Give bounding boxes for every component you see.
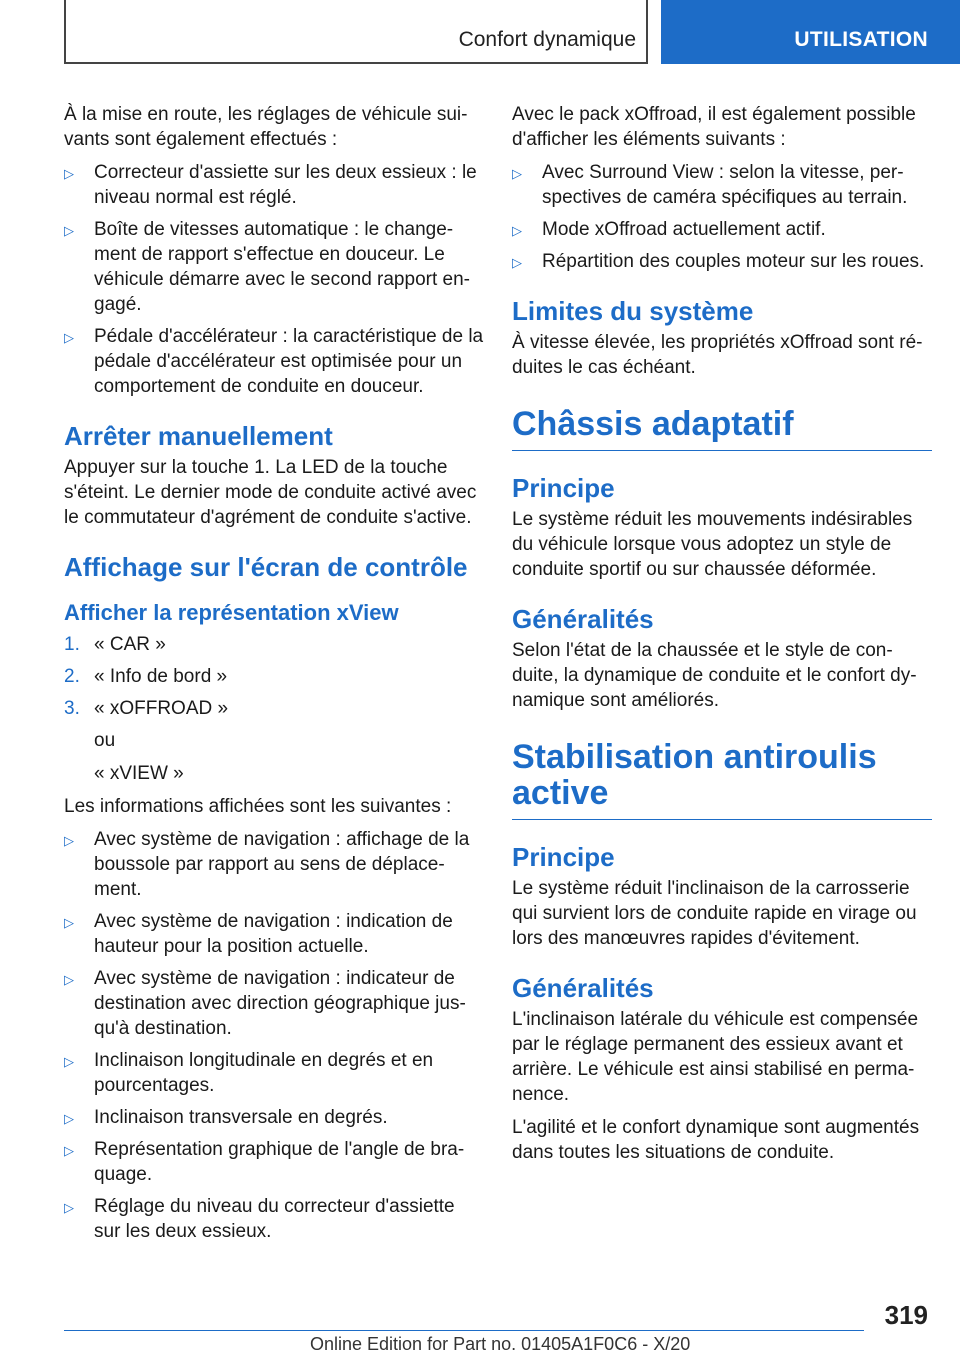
info-intro: Les informations affichées sont les suivantes : bbox=[64, 796, 452, 817]
limits-paragraph: À vitesse élevée, les propriétés xOffroad sont ré-duites le cas échéant. bbox=[512, 332, 923, 378]
alt-step: « xVIEW » bbox=[94, 763, 184, 784]
heading-adaptive-chassis: Châssis adaptatif bbox=[512, 406, 932, 451]
roll-general-paragraph-2: L'agilité et le confort dynamique sont augmentés dans toutes les situations de conduite. bbox=[512, 1117, 920, 1163]
right-column bbox=[512, 102, 932, 1173]
list-item: ▷ Boîte de vitesses automatique : le change-ment de rapport s'effectue en douceur. Le véhicule démarre avec le second rapport en-gagé. bbox=[64, 219, 470, 315]
list-item: ▷ Inclinaison transversale en degrés. bbox=[64, 1105, 484, 1130]
step-item: 1. « CAR » bbox=[64, 634, 166, 655]
list-item: ▷ Correcteur d'assiette sur les deux essieux : le niveau normal est réglé. bbox=[64, 162, 477, 208]
list-item: ▷ Répartition des couples moteur sur les roues. bbox=[512, 249, 932, 274]
heading-chassis-principle: Principe bbox=[512, 473, 615, 503]
heading-system-limits: Limites du système bbox=[512, 296, 754, 326]
heading-roll-general: Généralités bbox=[512, 973, 654, 1003]
stop-paragraph: Appuyer sur la touche 1. La LED de la touche s'éteint. Le dernier mode de conduite activé avec le commutateur d'agrément de conduite s'active. bbox=[64, 457, 477, 528]
info-list bbox=[64, 827, 484, 1244]
left-column bbox=[64, 102, 484, 1252]
intro-paragraph: À la mise en route, les réglages de véhicule sui-vants sont également effectués : bbox=[64, 104, 468, 150]
or-text: ou bbox=[94, 730, 116, 751]
triangle-right-icon: ▷ bbox=[64, 972, 74, 987]
heading-chassis-general: Généralités bbox=[512, 604, 654, 634]
triangle-right-icon: ▷ bbox=[512, 255, 522, 270]
list-item: ▷ Réglage du niveau du correcteur d'assiette sur les deux essieux. bbox=[64, 1196, 455, 1242]
list-item: ▷ Inclinaison longitudinale en degrés et en pourcentages. bbox=[64, 1050, 434, 1096]
list-item: ▷ Pédale d'accélérateur : la caractéristique de la pédale d'accélérateur est optimisée pour un comportement de conduite en douceur. bbox=[64, 326, 484, 397]
chassis-general-paragraph: Selon l'état de la chaussée et le style de con-duite, la dynamique de conduite et le confort dy-namique sont améliorés. bbox=[512, 640, 917, 711]
steps-list bbox=[64, 632, 484, 721]
step-item: 2. « Info de bord » bbox=[64, 666, 228, 687]
roll-general-paragraph-1: L'inclinaison latérale du véhicule est compensée par le réglage permanent des essieux avant et arrière. Le véhicule est ainsi stabilisé en perma-nence. bbox=[512, 1009, 919, 1105]
heading-stop-manually: Arrêter manuellement bbox=[64, 421, 333, 451]
triangle-right-icon: ▷ bbox=[512, 223, 522, 238]
triangle-right-icon: ▷ bbox=[64, 1143, 74, 1158]
heading-display-control-screen: Affichage sur l'écran de contrôle bbox=[64, 552, 468, 582]
heading-active-roll-stabilization: Stabilisation antiroulis active bbox=[512, 739, 932, 820]
heading-xview: Afficher la représentation xView bbox=[64, 600, 399, 625]
step-item: 3. « xOFFROAD » bbox=[64, 698, 229, 719]
list-item: ▷ Mode xOffroad actuellement actif. bbox=[512, 217, 932, 242]
pack-list bbox=[512, 160, 932, 274]
pack-intro: Avec le pack xOffroad, il est également possible d'afficher les éléments suivants : bbox=[512, 104, 916, 150]
list-item: ▷ Avec système de navigation : indication de hauteur pour la position actuelle. bbox=[64, 911, 453, 957]
page-header bbox=[0, 0, 960, 66]
roll-principle-paragraph: Le système réduit l'inclinaison de la carrosserie qui survient lors de conduite rapide en virage ou lors des manœuvres rapides d'évitement. bbox=[512, 878, 917, 949]
intro-list bbox=[64, 160, 484, 399]
page-number: 319 bbox=[884, 1300, 928, 1330]
triangle-right-icon: ▷ bbox=[64, 223, 74, 238]
heading-roll-principle: Principe bbox=[512, 842, 615, 872]
edition-text: Online Edition for Part no. 01405A1F0C6 - X/20 bbox=[310, 1334, 691, 1354]
triangle-right-icon: ▷ bbox=[512, 166, 522, 181]
chassis-principle-paragraph: Le système réduit les mouvements indésirables du véhicule lorsque vous adoptez un style de conduite sportif ou sur chaussée déformée. bbox=[512, 509, 913, 580]
triangle-right-icon: ▷ bbox=[64, 1054, 74, 1069]
triangle-right-icon: ▷ bbox=[64, 833, 74, 848]
list-item: ▷ Avec système de navigation : affichage de la boussole par rapport au sens de déplace-ment. bbox=[64, 829, 470, 900]
triangle-right-icon: ▷ bbox=[64, 915, 74, 930]
triangle-right-icon: ▷ bbox=[64, 1111, 74, 1126]
list-item: ▷ Avec système de navigation : indicateur de destination avec direction géographique jus-qu'à destination. bbox=[64, 968, 466, 1039]
triangle-right-icon: ▷ bbox=[64, 1200, 74, 1215]
list-item: ▷ Représentation graphique de l'angle de bra-quage. bbox=[64, 1139, 465, 1185]
chapter-tab[interactable]: UTILISATION bbox=[661, 0, 960, 64]
footer-divider bbox=[64, 1330, 864, 1331]
list-item: ▷ Avec Surround View : selon la vitesse, per-spectives de caméra spécifiques au terrain. bbox=[512, 162, 908, 208]
triangle-right-icon: ▷ bbox=[64, 166, 74, 181]
section-title: Confort dynamique bbox=[458, 28, 636, 51]
triangle-right-icon: ▷ bbox=[64, 330, 74, 345]
